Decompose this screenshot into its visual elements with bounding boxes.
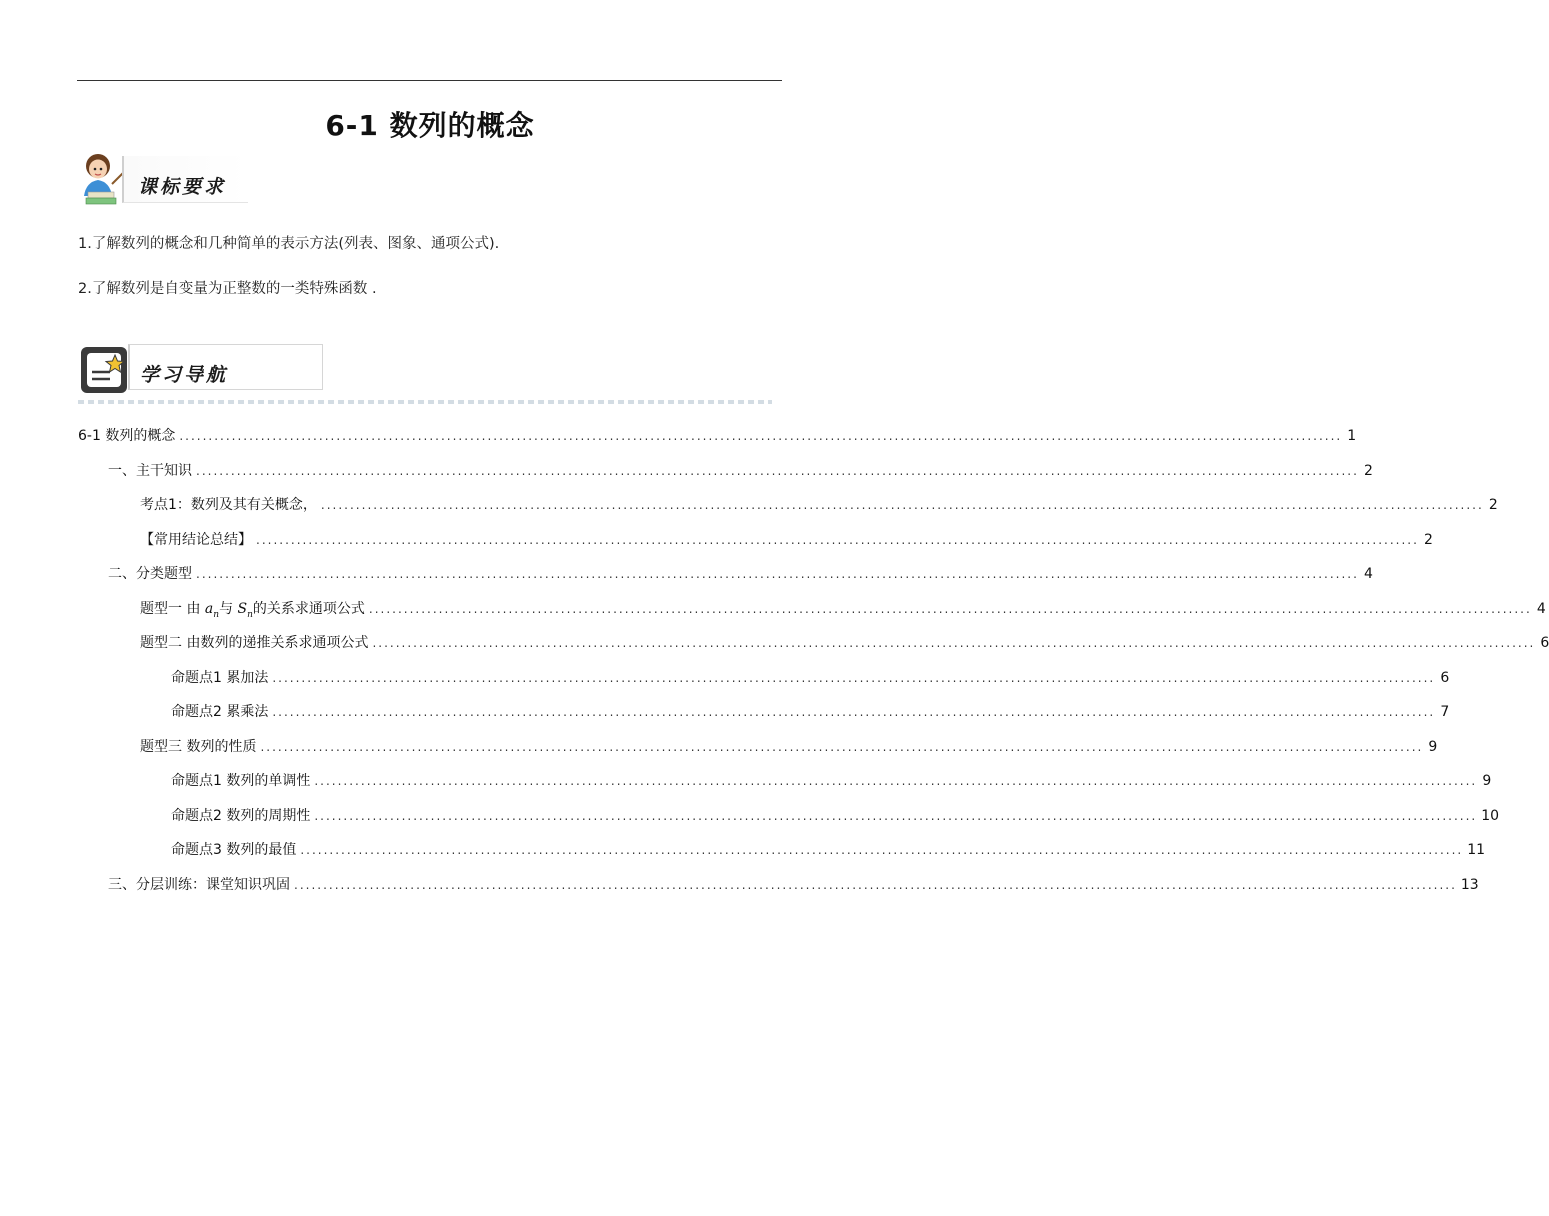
toc-page-number: 9 bbox=[1428, 738, 1438, 755]
toc-page-number: 6 bbox=[1540, 635, 1549, 651]
toc-entry[interactable] bbox=[78, 530, 1433, 565]
toc-entry[interactable] bbox=[78, 633, 1549, 668]
toc-page-number: 9 bbox=[1482, 773, 1492, 789]
toc-leader-dots: ........................................................................................................................................................................................................ bbox=[260, 739, 1424, 754]
toc-leader-dots: ........................................................................................................................................................................................................ bbox=[294, 877, 1457, 892]
toc-entry[interactable] bbox=[78, 668, 1450, 703]
toc-entry[interactable] bbox=[78, 771, 1492, 806]
toc-leader-dots: ........................................................................................................................................................................................................ bbox=[196, 463, 1359, 478]
study-guide-banner bbox=[78, 344, 322, 394]
toc-entry[interactable] bbox=[78, 599, 1546, 634]
toc-entry-label: 命题点3 数列的最值 bbox=[171, 842, 297, 858]
toc-entry[interactable] bbox=[78, 426, 1357, 461]
notebook-star-icon bbox=[80, 346, 130, 396]
requirement-1: 1.了解数列的概念和几种简单的表示方法(列表、图象、通项公式). bbox=[78, 236, 500, 252]
toc-entry-label: 题型三 数列的性质 bbox=[140, 738, 257, 755]
toc-page-number: 11 bbox=[1467, 842, 1486, 858]
study-guide-banner-label: 学习导航 bbox=[140, 364, 229, 386]
toc-entry[interactable] bbox=[78, 495, 1498, 530]
toc-entry-label: 题型一 由 $a_n$与 $S_n$的关系求通项公式 bbox=[140, 600, 365, 620]
toc-page-number: 2 bbox=[1363, 462, 1373, 479]
toc-entry-label: 命题点1 累加法 bbox=[171, 669, 269, 686]
toc-page-number: 2 bbox=[1423, 531, 1433, 548]
curriculum-banner bbox=[78, 150, 250, 208]
toc-entry[interactable] bbox=[78, 737, 1438, 772]
toc-leader-dots: ........................................................................................................................................................................................................ bbox=[196, 567, 1359, 581]
decorative-dotted-divider bbox=[78, 400, 772, 404]
toc-page-number: 7 bbox=[1440, 704, 1450, 720]
curriculum-banner-label: 课标要求 bbox=[138, 176, 227, 198]
toc-entry-label: 命题点2 累乘法 bbox=[171, 704, 269, 720]
page-title: 6-1 数列的概念 bbox=[325, 109, 535, 142]
toc-leader-dots: ........................................................................................................................................................................................................ bbox=[272, 670, 1436, 685]
header-rule bbox=[77, 80, 782, 81]
toc-entry-label: 命题点1 数列的单调性 bbox=[171, 773, 311, 789]
table-of-contents bbox=[78, 426, 1549, 909]
toc-entry[interactable] bbox=[78, 806, 1500, 841]
toc-leader-dots: ........................................................................................................................................................................................................ bbox=[314, 774, 1478, 788]
toc-entry-label: 二、分类题型 bbox=[108, 566, 192, 582]
toc-page-number: 2 bbox=[1488, 497, 1498, 513]
toc-entry-label: 三、分层训练：课堂知识巩固 bbox=[108, 876, 290, 893]
toc-page-number: 6 bbox=[1440, 669, 1450, 686]
toc-leader-dots: ........................................................................................................................................................................................................ bbox=[314, 808, 1478, 823]
toc-entry-label: 命题点2 数列的周期性 bbox=[171, 807, 311, 824]
toc-leader-dots: ........................................................................................................................................................................................................ bbox=[256, 532, 1419, 547]
toc-entry-label: 【常用结论总结】 bbox=[140, 531, 252, 548]
toc-leader-dots: ........................................................................................................................................................................................................ bbox=[179, 429, 1343, 443]
toc-page-number: 1 bbox=[1347, 428, 1357, 444]
toc-entry[interactable] bbox=[78, 564, 1373, 599]
toc-page-number: 13 bbox=[1460, 876, 1479, 893]
toc-entry[interactable] bbox=[78, 840, 1486, 875]
toc-page-number: 4 bbox=[1363, 566, 1373, 582]
toc-leader-dots: ........................................................................................................................................................................................................ bbox=[300, 843, 1464, 857]
toc-leader-dots: ........................................................................................................................................................................................................ bbox=[372, 636, 1536, 650]
teacher-icon bbox=[78, 150, 128, 208]
toc-entry[interactable] bbox=[78, 702, 1450, 737]
toc-leader-dots: ........................................................................................................................................................................................................ bbox=[320, 498, 1484, 512]
toc-page-number: 10 bbox=[1481, 807, 1500, 824]
toc-entry-label: 题型二 由数列的递推关系求通项公式 bbox=[140, 635, 369, 651]
toc-page-number: 4 bbox=[1536, 600, 1546, 617]
toc-entry-label: 考点1：数列及其有关概念， bbox=[140, 497, 317, 513]
toc-entry[interactable] bbox=[78, 875, 1479, 910]
toc-leader-dots: ........................................................................................................................................................................................................ bbox=[368, 601, 1532, 616]
toc-entry-label: 6-1 数列的概念 bbox=[78, 428, 176, 444]
toc-entry[interactable] bbox=[78, 461, 1373, 496]
toc-entry-label: 一、主干知识 bbox=[108, 462, 192, 479]
requirement-2: 2.了解数列是自变量为正整数的一类特殊函数 . bbox=[78, 281, 377, 297]
toc-leader-dots: ........................................................................................................................................................................................................ bbox=[272, 705, 1436, 719]
